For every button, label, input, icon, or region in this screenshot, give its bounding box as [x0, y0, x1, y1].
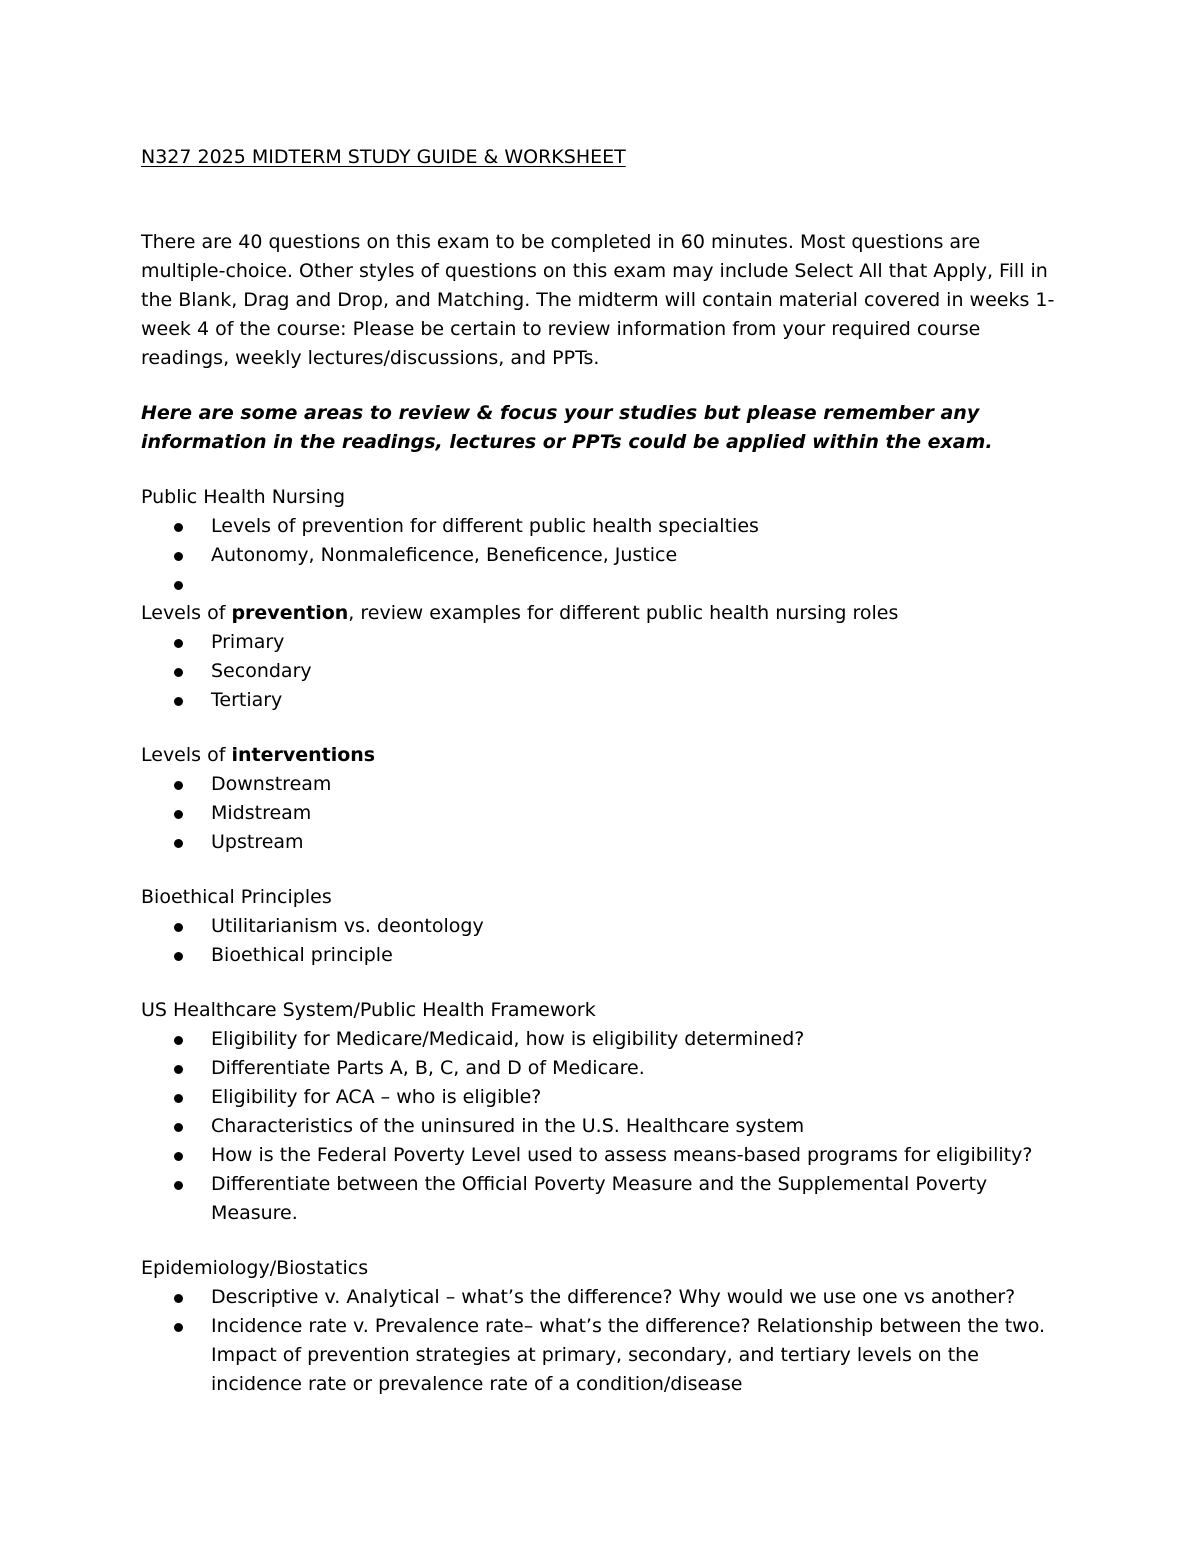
bullet-icon: [174, 839, 183, 848]
list-item-text: Descriptive v. Analytical – what’s the difference? Why would we use one vs another?: [211, 1286, 1016, 1308]
list-item: [141, 1141, 1061, 1170]
list-item-text: Tertiary: [211, 689, 283, 711]
bullet-icon: [174, 1181, 183, 1190]
list-item: [141, 1170, 1061, 1228]
bullet-icon: [174, 1065, 183, 1074]
list-item: [141, 512, 1061, 541]
list-item-text: Midstream: [211, 802, 312, 824]
bullet-icon: [174, 1094, 183, 1103]
list-item-text: Bioethical principle: [211, 944, 393, 966]
intro-paragraph: There are 40 questions on this exam to be completed in 60 minutes. Most questions are multiple-choice. Other styles of questions on this exam may include Select All that Apply, Fill in the Blank, Drag and Drop, and Matching. The midterm will contain material covered in weeks 1-week 4 of the course: Please be certain to review information from your required course readings, weekly lectures/discussions, and PPTs.: [141, 231, 1055, 369]
section-heading: [141, 599, 1061, 628]
list-item: [141, 799, 1061, 828]
bullet-list: [141, 512, 1061, 599]
emphasis-paragraph: Here are some areas to review & focus your studies but please remember any information in the readings, lectures or PPTs could be applied within the exam.: [141, 402, 993, 453]
section-heading: [141, 741, 1061, 770]
section-heading: Epidemiology/Biostatics: [141, 1257, 369, 1279]
list-item: [141, 941, 1061, 970]
list-item: [141, 1312, 1061, 1399]
list-item-text: Downstream: [211, 773, 332, 795]
list-item: [141, 686, 1061, 715]
list-item-text: Secondary: [211, 660, 312, 682]
list-item: [141, 570, 1061, 599]
list-item-text: Characteristics of the uninsured in the U.S. Healthcare system: [211, 1115, 805, 1137]
bullet-list: [141, 628, 1061, 715]
bullet-icon: [174, 668, 183, 677]
list-item-text: How is the Federal Poverty Level used to assess means-based programs for eligibility?: [211, 1144, 1033, 1166]
heading-bold-text: prevention: [231, 602, 349, 624]
bullet-icon: [174, 1036, 183, 1045]
bullet-icon: [174, 1323, 183, 1332]
bullet-list: [141, 912, 1061, 970]
section-heading: US Healthcare System/Public Health Framework: [141, 999, 596, 1021]
bullet-icon: [174, 523, 183, 532]
heading-bold-text: interventions: [231, 744, 376, 766]
section-epidemiology-biostatics: [141, 1254, 1061, 1399]
bullet-list: [141, 1025, 1061, 1228]
section-levels-of-prevention: [141, 599, 1061, 715]
section-bioethical-principles: [141, 883, 1061, 970]
bullet-list: [141, 770, 1061, 857]
list-item: [141, 1283, 1061, 1312]
list-item: [141, 657, 1061, 686]
document-title: N327 2025 MIDTERM STUDY GUIDE & WORKSHEET: [141, 146, 626, 168]
list-item: [141, 912, 1061, 941]
bullet-list: [141, 1283, 1061, 1399]
list-item: [141, 1112, 1061, 1141]
list-item-text: Levels of prevention for different public health specialties: [211, 515, 759, 537]
section-heading: Public Health Nursing: [141, 486, 346, 508]
list-item: [141, 628, 1061, 657]
heading-text: Levels of: [141, 744, 232, 766]
list-item-text: Autonomy, Nonmaleficence, Beneficence, Justice: [211, 544, 678, 566]
list-item: [141, 1025, 1061, 1054]
bullet-icon: [174, 639, 183, 648]
bullet-icon: [174, 697, 183, 706]
document-page: [141, 143, 1061, 1399]
bullet-icon: [174, 952, 183, 961]
list-item-text: Primary: [211, 631, 285, 653]
bullet-icon: [174, 581, 183, 590]
heading-text: Levels of: [141, 602, 232, 624]
list-item-text: Eligibility for ACA – who is eligible?: [211, 1086, 542, 1108]
list-item-text: Differentiate between the Official Poverty Measure and the Supplemental Poverty Measure.: [211, 1173, 988, 1224]
section-us-healthcare-system: [141, 996, 1061, 1228]
list-item-text: Differentiate Parts A, B, C, and D of Medicare.: [211, 1057, 645, 1079]
list-item: [141, 770, 1061, 799]
section-heading: Bioethical Principles: [141, 886, 332, 908]
section-public-health-nursing: [141, 483, 1061, 599]
list-item-text: Upstream: [211, 831, 304, 853]
bullet-icon: [174, 923, 183, 932]
bullet-icon: [174, 810, 183, 819]
bullet-icon: [174, 781, 183, 790]
list-item-text: Eligibility for Medicare/Medicaid, how is eligibility determined?: [211, 1028, 805, 1050]
section-levels-of-interventions: [141, 741, 1061, 857]
bullet-icon: [174, 1123, 183, 1132]
list-item-text: Utilitarianism vs. deontology: [211, 915, 484, 937]
heading-text: , review examples for different public health nursing roles: [348, 602, 899, 624]
list-item: [141, 541, 1061, 570]
list-item-text: Incidence rate v. Prevalence rate– what’s the difference? Relationship between the two. Impact of prevention strategies at primary, secondary, and tertiary levels on the incidence rate or prevalence rate of a condition/disease: [211, 1315, 1046, 1395]
list-item: [141, 828, 1061, 857]
bullet-icon: [174, 552, 183, 561]
bullet-icon: [174, 1152, 183, 1161]
list-item: [141, 1054, 1061, 1083]
bullet-icon: [174, 1294, 183, 1303]
list-item: [141, 1083, 1061, 1112]
